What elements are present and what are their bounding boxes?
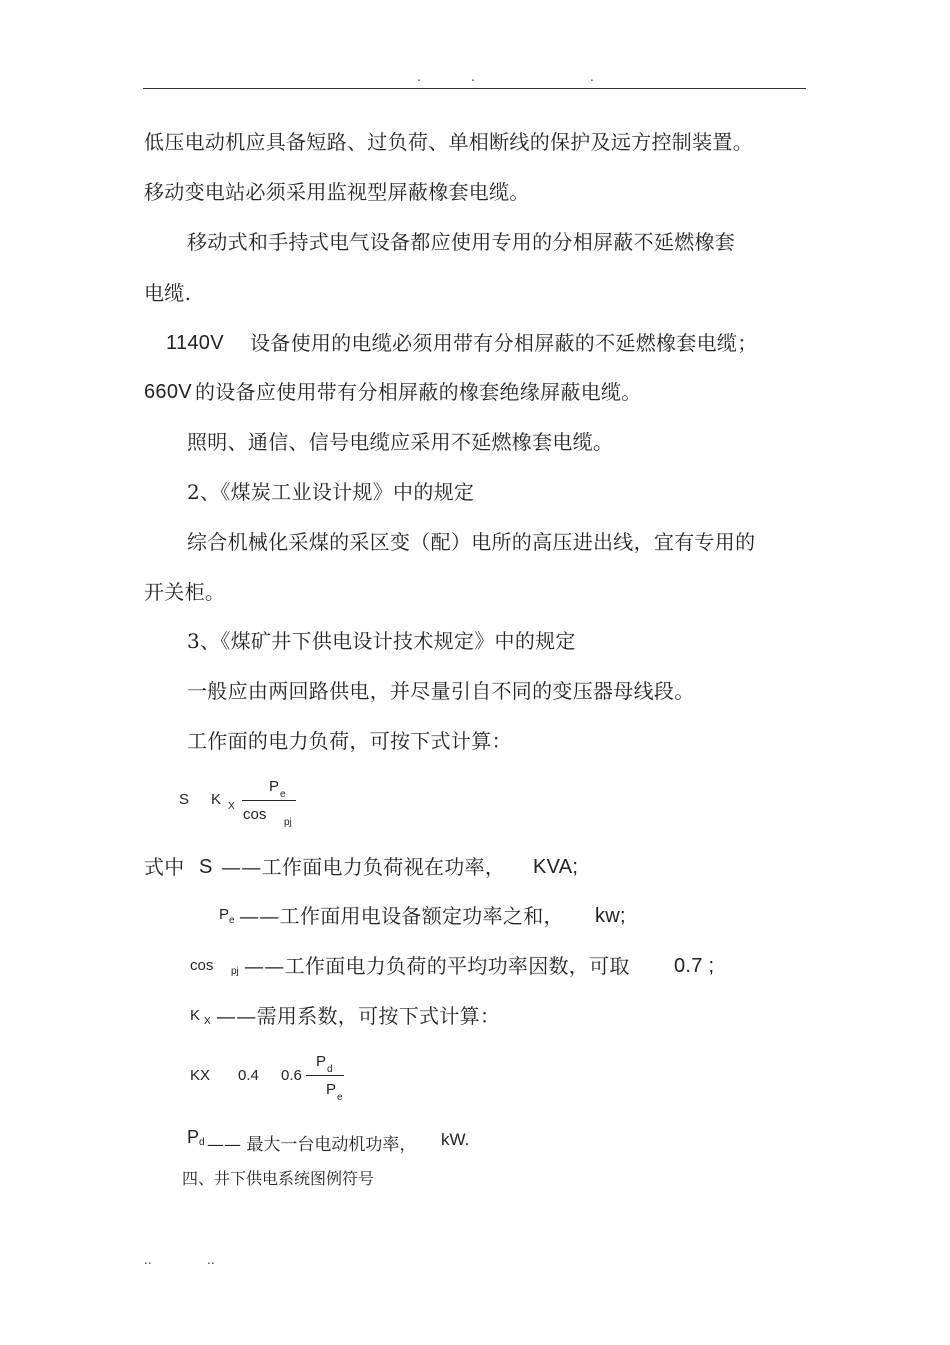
header-rule (143, 88, 806, 89)
definition-2-symbol: P (219, 906, 230, 923)
definition-2-sub: e (229, 915, 235, 926)
formula-2-denominator: P (326, 1081, 337, 1098)
paragraph-1: 低压电动机应具备短路、过负荷、单相断线的保护及远方控制装置。 (144, 130, 753, 154)
formula-1-fraction-bar (242, 800, 296, 801)
definition-1-unit: KVA; (533, 856, 579, 878)
definition-3-text: ——工作面电力负荷的平均功率因数，可取 (244, 954, 630, 978)
paragraph-3-line-2: 电缆. (144, 281, 192, 305)
formula-1-numerator: P (269, 778, 280, 795)
formula-2-const-1: 0.4 (238, 1067, 259, 1084)
formula-1-numerator-sub: e (280, 789, 286, 800)
paragraph-6: 照明、通信、信号电缆应采用不延燃橡套电缆。 (187, 430, 614, 454)
definition-3-sub: pj (231, 966, 239, 977)
voltage-660v: 660V (144, 381, 192, 403)
definition-3-symbol: cos (190, 957, 214, 974)
paragraph-9: 工作面的电力负荷，可按下式计算： (187, 729, 512, 753)
paragraph-2: 移动变电站必须采用监视型屏蔽橡套电缆。 (144, 180, 530, 204)
footer-mark-2: .. (207, 1253, 215, 1267)
formula-1-denominator-sub: pj (284, 817, 292, 828)
header-mark-2: . (471, 70, 475, 84)
formula-1-denominator: cos (243, 806, 267, 823)
definition-2-text: ——工作面用电设备额定功率之和， (239, 904, 564, 928)
formula-2-denominator-sub: e (337, 1092, 343, 1103)
formula-2-numerator: P (316, 1053, 327, 1070)
formula-1-k-sub: X (228, 801, 235, 812)
header-mark-1: . (417, 70, 421, 84)
paragraph-3-line-1: 移动式和手持式电气设备都应使用专用的分相屏蔽不延燃橡套 (187, 230, 736, 254)
heading-2: 2、《煤炭工业设计规》中的规定 (187, 480, 475, 504)
definition-2-unit: kw; (595, 905, 626, 927)
voltage-1140v: 1140V (166, 332, 224, 354)
definition-4-text: ——需用系数，可按下式计算： (216, 1004, 501, 1028)
definition-5-symbol: P (187, 1127, 200, 1147)
definition-4-symbol: K (190, 1007, 201, 1024)
definition-3-value: 0.7 ; (674, 955, 715, 977)
formula-1-lhs: S (179, 791, 190, 808)
paragraph-7-line-2: 开关柜。 (144, 580, 226, 604)
heading-3: 3、《煤矿井下供电设计技术规定》中的规定 (187, 629, 576, 653)
formula-2-fraction-bar (306, 1075, 344, 1076)
definition-4-sub: X (204, 1016, 211, 1027)
section-4-heading: 四、井下供电系统图例符号 (182, 1169, 375, 1188)
footer-mark-1: .. (144, 1253, 152, 1267)
formula-2-numerator-sub: d (327, 1064, 333, 1075)
formula-2-const-2: 0.6 (281, 1067, 302, 1084)
definition-1-text: ——工作面电力负荷视在功率， (221, 855, 506, 879)
definition-5-unit: kW. (441, 1130, 470, 1149)
definition-5-sub: d (199, 1137, 205, 1148)
paragraph-4: 设备使用的电缆必须用带有分相屏蔽的不延燃橡套电缆； (250, 331, 758, 355)
formula-1-k: K (211, 791, 222, 808)
definition-5-text: —— 最大一台电动机功率， (207, 1135, 417, 1155)
definition-1-symbol: S (199, 856, 213, 878)
paragraph-7-line-1: 综合机械化采煤的采区变（配）电所的高压进出线，宜有专用的 (187, 530, 756, 554)
definition-1-prefix: 式中 (144, 855, 185, 879)
paragraph-8: 一般应由两回路供电，并尽量引自不同的变压器母线段。 (187, 679, 695, 703)
header-mark-3: . (590, 70, 594, 84)
formula-2-lhs: KX (190, 1067, 211, 1084)
paragraph-5: 的设备应使用带有分相屏蔽的橡套绝缘屏蔽电缆。 (195, 380, 642, 404)
